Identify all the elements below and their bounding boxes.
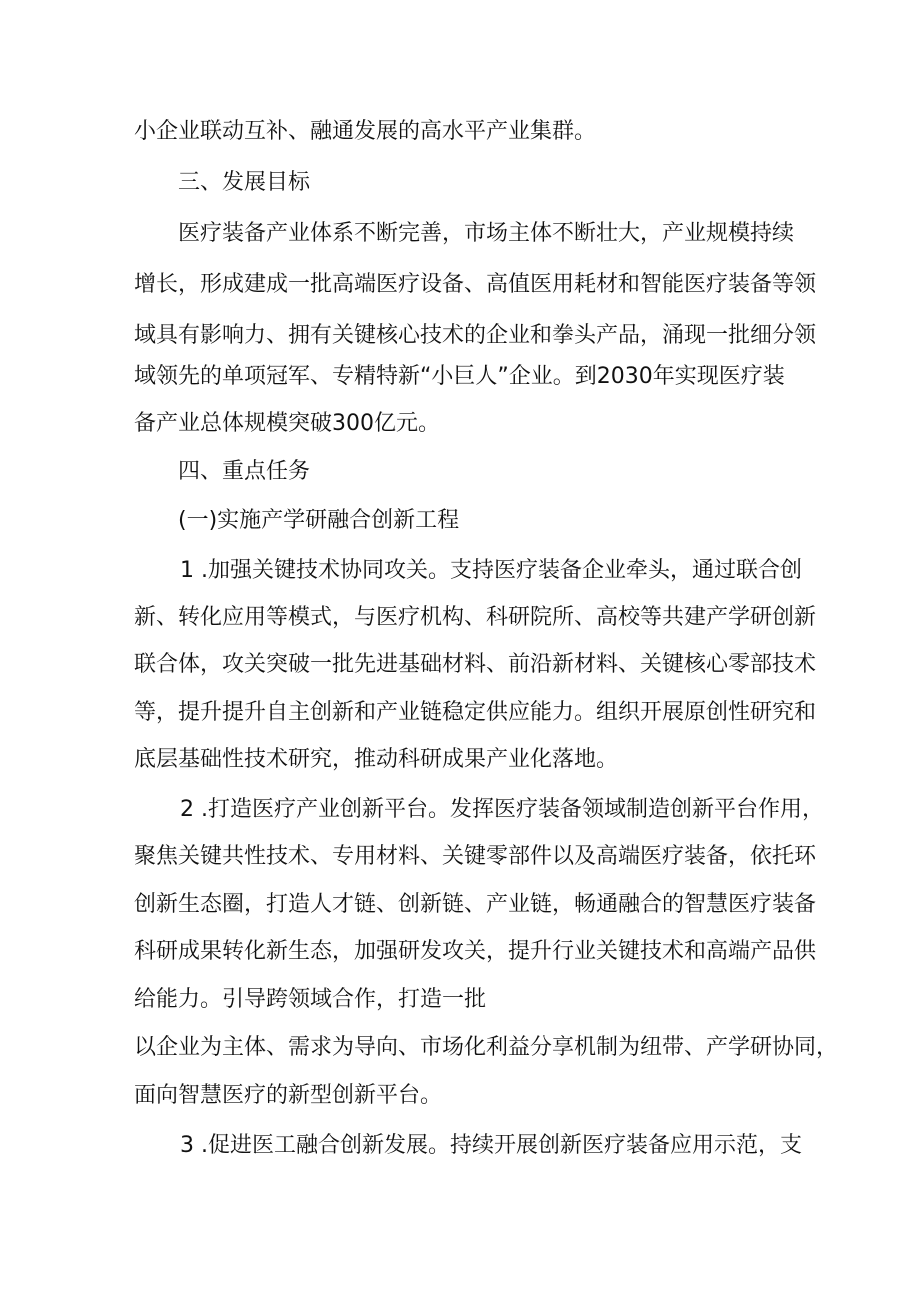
paragraph-line: 医疗装备产业体系不断完善，市场主体不断壮大，产业规模持续: [178, 221, 795, 246]
paragraph-line: 科研成果转化新生态，加强研发攻关，提升行业关键技术和高端产品供: [134, 939, 817, 964]
paragraph-line: 域具有影响力、拥有关键核心技术的企业和拳头产品，涌现一批细分领: [134, 323, 817, 348]
paragraph-line: 面向智慧医疗的新型创新平台。: [134, 1083, 443, 1108]
paragraph-line: 以企业为主体、需求为导向、市场化利益分享机制为纽带、产学研协同，: [134, 1035, 839, 1060]
paragraph-line: 1 .加强关键技术协同攻关。支持医疗装备企业牵头，通过联合创: [180, 558, 802, 583]
paragraph-line: 等，提升提升自主创新和产业链稳定供应能力。组织开展原创性研究和: [134, 700, 817, 725]
paragraph-line: 3 .促进医工融合创新发展。持续开展创新医疗装备应用示范，支: [180, 1133, 802, 1158]
section-heading-goals: 三、发展目标: [178, 170, 311, 195]
paragraph-line: 联合体，攻关突破一批先进基础材料、前沿新材料、关键核心零部技术: [134, 652, 817, 677]
subsection-heading: (一)实施产学研融合创新工程: [178, 508, 460, 533]
paragraph-line: 聚焦关键共性技术、专用材料、关键零部件以及高端医疗装备，依托环: [134, 844, 817, 869]
section-heading-tasks: 四、重点任务: [178, 459, 311, 484]
paragraph-line: 2 .打造医疗产业创新平台。发挥医疗装备领域制造创新平台作用，: [180, 797, 824, 822]
paragraph-line: 备产业总体规模突破300亿元。: [134, 411, 440, 436]
paragraph-line: 域领先的单项冠军、专精特新“小巨人”企业。到2030年实现医疗装: [134, 364, 785, 389]
paragraph-line: 增长，形成建成一批高端医疗设备、高值医用耗材和智能医疗装备等领: [134, 272, 817, 297]
paragraph-line: 给能力。引导跨领域合作，打造一批: [134, 987, 487, 1012]
paragraph-line: 底层基础性技术研究，推动科研成果产业化落地。: [134, 747, 619, 772]
paragraph-line: 创新生态圈，打造人才链、创新链、产业链，畅通融合的智慧医疗装备: [134, 892, 817, 917]
paragraph-line: 新、转化应用等模式，与医疗机构、科研院所、高校等共建产学研创新: [134, 605, 817, 630]
paragraph-line: 小企业联动互补、融通发展的高水平产业集群。: [134, 119, 597, 144]
